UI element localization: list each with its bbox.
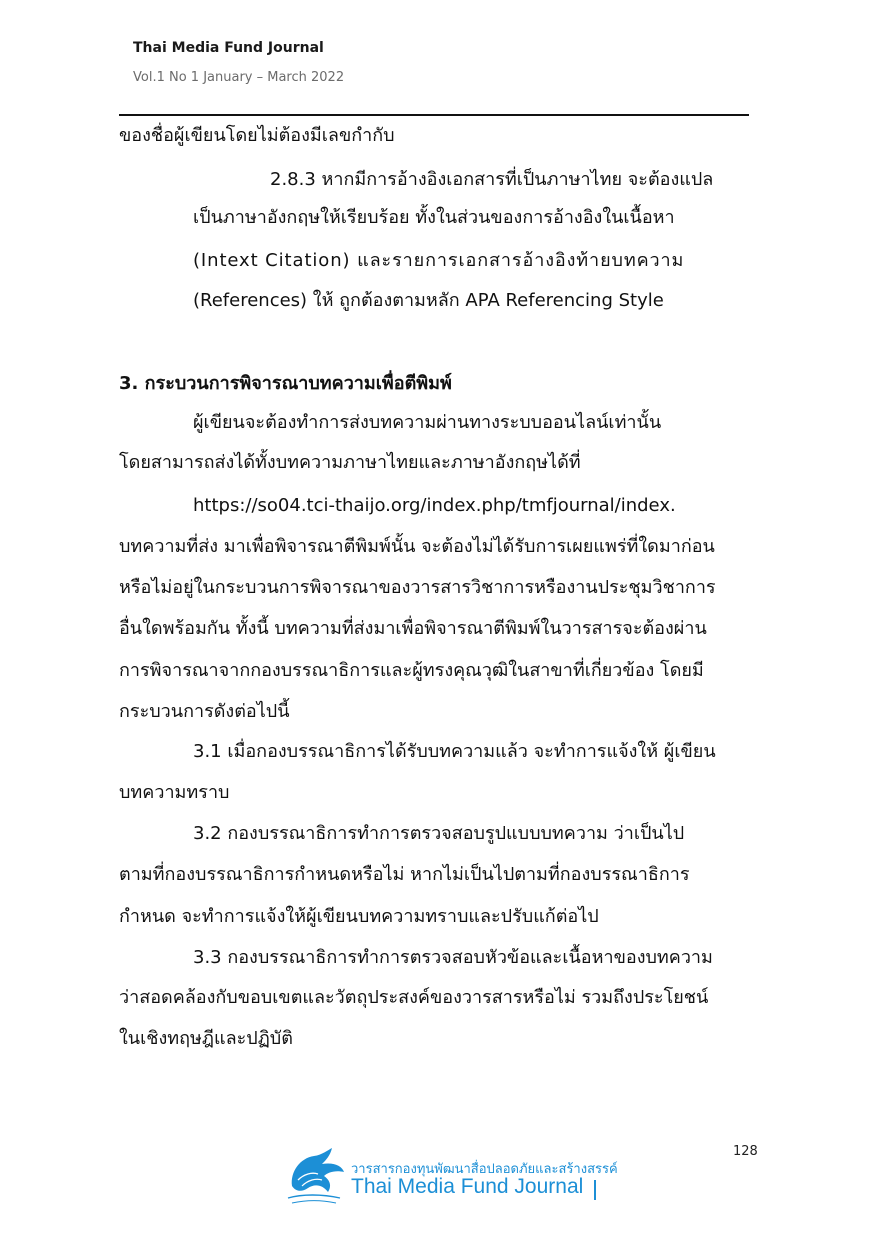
body-line: กระบวนการดังต่อไปนี้ — [119, 701, 290, 722]
logo-thai-text: วารสารกองทุนพัฒนาสื่อปลอดภัยและสร้างสรรค์ — [351, 1162, 618, 1177]
page-number: 128 — [733, 1144, 758, 1159]
journal-title: Thai Media Fund Journal — [133, 40, 324, 56]
body-line: (References) ให้ ถูกต้องตามหลัก APA Referencing Style — [193, 290, 664, 311]
body-line: บทความทราบ — [119, 782, 230, 803]
header-divider — [119, 114, 749, 116]
body-line: ว่าสอดคล้องกับขอบเขตและวัตถุประสงค์ของวารสารหรือไม่ รวมถึงประโยชน์ — [119, 987, 709, 1008]
body-line: โดยสามารถส่งได้ทั้งบทความภาษาไทยและภาษาอังกฤษได้ที่ — [119, 452, 581, 473]
body-line: การพิจารณาจากกองบรรณาธิการและผู้ทรงคุณวุฒิในสาขาที่เกี่ยวข้อง โดยมี — [119, 660, 704, 681]
journal-logo — [282, 1146, 618, 1208]
dove-logo-icon — [282, 1146, 346, 1208]
body-line: (Intext Citation) และรายการเอกสารอ้างอิงท้ายบทความ — [193, 250, 685, 271]
body-line: ตามที่กองบรรณาธิการกำหนดหรือไม่ หากไม่เป็นไปตามที่กองบรรณาธิการ — [119, 864, 690, 885]
body-line: ของชื่อผู้เขียนโดยไม่ต้องมีเลขกำกับ — [119, 125, 395, 146]
body-line: เป็นภาษาอังกฤษให้เรียบร้อย ทั้งในส่วนของการอ้างอิงในเนื้อหา — [193, 207, 675, 228]
body-line: ผู้เขียนจะต้องทำการส่งบทความผ่านทางระบบออนไลน์เท่านั้น — [193, 412, 662, 433]
body-line: 2.8.3 หากมีการอ้างอิงเอกสารที่เป็นภาษาไทย จะต้องแปล — [270, 169, 714, 190]
body-line: 3.3 กองบรรณาธิการทำการตรวจสอบหัวข้อและเนื้อหาของบทความ — [193, 947, 713, 968]
url-text: https://so04.tci-thaijo.org/index.php/tmfjournal/index. — [193, 495, 676, 516]
body-line: 3.1 เมื่อกองบรรณาธิการได้รับบทความแล้ว จะทำการแจ้งให้ ผู้เขียน — [193, 741, 716, 762]
issue-info: Vol.1 No 1 January – March 2022 — [133, 70, 345, 85]
body-line: กำหนด จะทำการแจ้งให้ผู้เขียนบทความทราบและปรับแก้ต่อไป — [119, 906, 599, 927]
logo-english-text: Thai Media Fund Journal — [351, 1175, 584, 1198]
logo-divider — [594, 1180, 596, 1200]
section-heading: 3. กระบวนการพิจารณาบทความเพื่อตีพิมพ์ — [119, 373, 452, 394]
body-line: บทความที่ส่ง มาเพื่อพิจารณาตีพิมพ์นั้น จะต้องไม่ได้รับการเผยแพร่ที่ใดมาก่อน — [119, 536, 715, 557]
body-line: หรือไม่อยู่ในกระบวนการพิจารณาของวารสารวิชาการหรืองานประชุมวิชาการ — [119, 577, 716, 598]
body-line: อื่นใดพร้อมกัน ทั้งนี้ บทความที่ส่งมาเพื่อพิจารณาตีพิมพ์ในวารสารจะต้องผ่าน — [119, 618, 707, 639]
body-line: 3.2 กองบรรณาธิการทำการตรวจสอบรูปแบบบทความ ว่าเป็นไป — [193, 823, 685, 844]
body-line: ในเชิงทฤษฎีและปฏิบัติ — [119, 1028, 293, 1049]
